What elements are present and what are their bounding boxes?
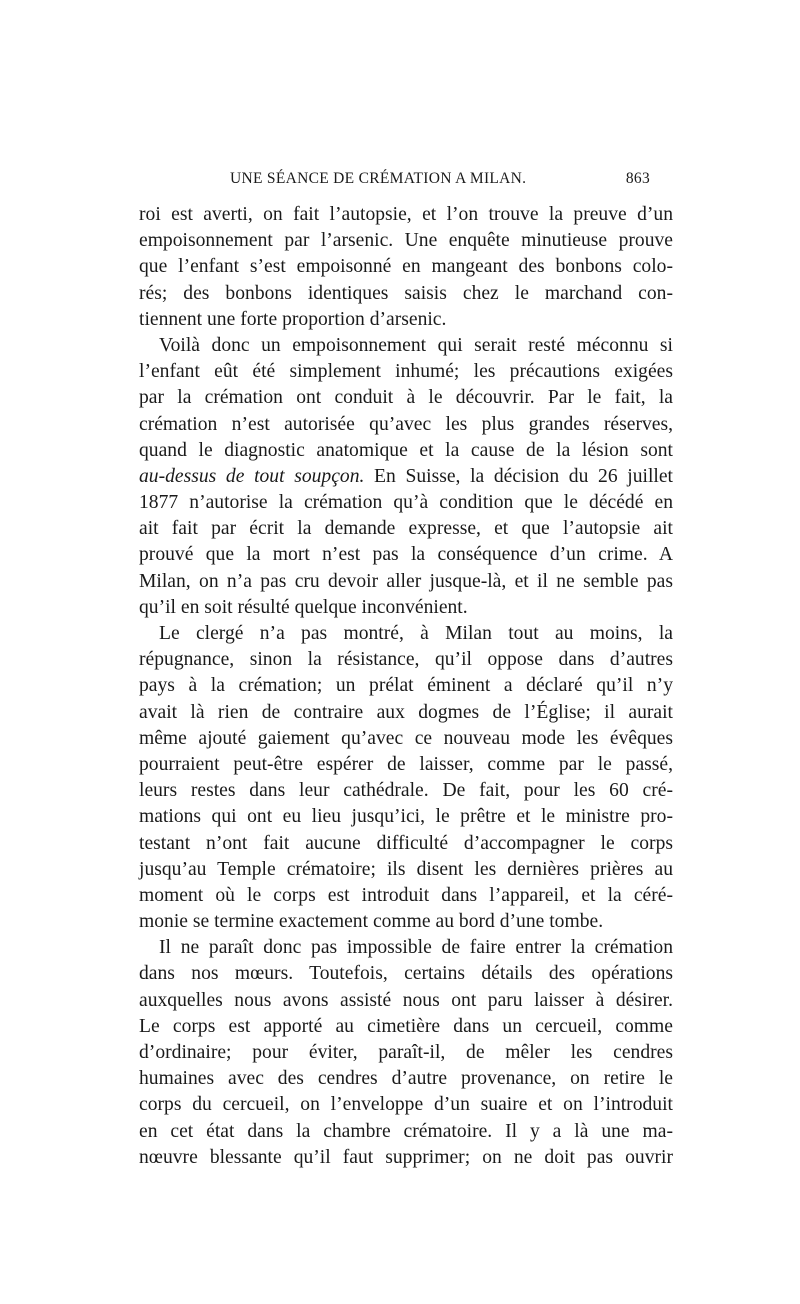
text-fragment: En Suisse, la décision du 26 juillet: [364, 465, 673, 487]
text-line: 1877 n’autorise la crémation qu’à condition que le décédé en: [139, 492, 673, 514]
text-line: empoisonnement par l’arsenic. Une enquête minutieuse prouve: [139, 230, 673, 252]
text-line: ait fait par écrit la demande expresse, et que l’autopsie ait: [139, 518, 673, 540]
body-text: [139, 202, 673, 1171]
text-line: par la crémation ont conduit à le découvrir. Par le fait, la: [139, 387, 673, 409]
text-line: même ajouté gaiement qu’avec ce nouveau mode les évêques: [139, 727, 673, 749]
text-line: monie se termine exactement comme au bord d’une tombe.: [139, 911, 604, 933]
paragraph-start: Voilà donc un empoisonnement qui serait resté méconnu si: [159, 334, 673, 356]
text-line: leurs restes dans leur cathédrale. De fait, pour les 60 cré-: [139, 780, 673, 802]
running-title: UNE SÉANCE DE CRÉMATION A MILAN.: [230, 170, 527, 187]
text-line: pays à la crémation; un prélat éminent a déclaré qu’il n’y: [139, 675, 673, 697]
text-line: avait là rien de contraire aux dogmes de l’Église; il aurait: [139, 701, 673, 723]
text-line: répugnance, sinon la résistance, qu’il oppose dans d’autres: [139, 649, 673, 671]
paragraph-start: Il ne paraît donc pas impossible de faire entrer la crémation: [159, 937, 673, 959]
text-line: jusqu’au Temple crématoire; ils disent les dernières prières au: [139, 858, 673, 880]
text-line: pourraient peut-être espérer de laisser, comme par le passé,: [139, 753, 673, 775]
text-line: corps du cercueil, on l’enveloppe d’un suaire et on l’introduit: [139, 1094, 673, 1116]
running-header: [230, 170, 650, 192]
text-line: quand le diagnostic anatomique et la cause de la lésion sont: [139, 439, 673, 461]
text-line: en cet état dans la chambre crématoire. Il y a là une ma-: [139, 1120, 673, 1142]
text-line: auxquelles nous avons assisté nous ont paru laisser à désirer.: [139, 989, 673, 1011]
paragraph-start: Le clergé n’a pas montré, à Milan tout au moins, la: [159, 623, 673, 644]
text-line: moment où le corps est introduit dans l’appareil, et la céré-: [139, 884, 673, 906]
text-line: qu’il en soit résulté quelque inconvénient.: [139, 596, 468, 618]
text-line: testant n’ont fait aucune difficulté d’accompagner le corps: [139, 832, 673, 854]
text-line: roi est averti, on fait l’autopsie, et l’on trouve la preuve d’un: [139, 204, 673, 225]
text-line: l’enfant eût été simplement inhumé; les précautions exigées: [139, 361, 673, 383]
page-number: 863: [625, 170, 650, 187]
text-line: Le corps est apporté au cimetière dans un cercueil, comme: [139, 1015, 673, 1037]
text-line: humaines avec des cendres d’autre provenance, on retire le: [139, 1068, 673, 1090]
text-line: d’ordinaire; pour éviter, paraît-il, de mêler les cendres: [139, 1042, 673, 1063]
text-line: rés; des bonbons identiques saisis chez le marchand con-: [139, 282, 673, 304]
italic-phrase: au-dessus de tout soupçon.: [139, 465, 365, 487]
text-line: crémation n’est autorisée qu’avec les plus grandes réserves,: [139, 413, 673, 435]
text-line: mations qui ont eu lieu jusqu’ici, le prêtre et le ministre pro-: [139, 806, 673, 828]
text-line: dans nos mœurs. Toutefois, certains détails des opérations: [139, 963, 673, 985]
text-line: que l’enfant s’est empoisonné en mangeant des bonbons colo-: [139, 256, 673, 278]
text-line: nœuvre blessante qu’il faut supprimer; on ne doit pas ouvrir: [139, 1146, 673, 1168]
text-line: prouvé que la mort n’est pas la conséquence d’un crime. A: [139, 544, 673, 566]
text-line: Milan, on n’a pas cru devoir aller jusque-là, et il ne semble pas: [139, 570, 673, 592]
text-line: [139, 464, 673, 490]
text-line: tiennent une forte proportion d’arsenic.: [139, 308, 447, 330]
